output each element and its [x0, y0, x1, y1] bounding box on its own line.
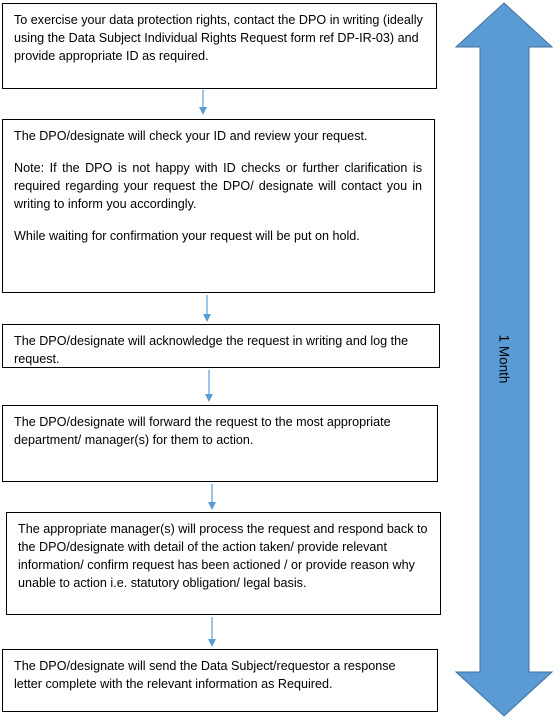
connector-arrow-3 [203, 369, 215, 403]
step-2-note: Note: If the DPO is not happy with ID checks or further clarification is required regarding your request the DPO/ designate will contact you in writing to inform you accordingly. [14, 161, 422, 211]
timeline-label: 1 Month [496, 334, 512, 384]
step-1-text: To exercise your data protection rights, contact the DPO in writing (ideally using the Data Subject Individual Rights Request form ref DP-IR-03) and provide appropriate ID as required. [14, 13, 423, 63]
connector-arrow-1 [197, 89, 209, 116]
step-2-hold-text: While waiting for confirmation your request will be put on hold. [14, 229, 360, 243]
connector-arrow-5 [206, 616, 218, 648]
step-box-2 [2, 119, 435, 293]
step-6-text: The DPO/designate will send the Data Subject/requestor a response letter complete with the relevant information as Required. [14, 659, 396, 691]
step-box-3 [2, 324, 440, 368]
connector-arrow-2 [201, 294, 213, 323]
step-box-5 [6, 512, 441, 615]
step-4-text: The DPO/designate will forward the request to the most appropriate department/ manager(s) for them to action. [14, 415, 391, 447]
step-box-4 [2, 405, 438, 482]
step-box-1 [2, 3, 437, 89]
step-3-text: The DPO/designate will acknowledge the request in writing and log the request. [14, 334, 409, 366]
step-box-6 [2, 649, 438, 712]
step-5-text: The appropriate manager(s) will process the request and respond back to the DPO/designate with detail of the action taken/ provide relevant information/ confirm request has been actioned / or provide reason why unable to action i.e. statutory obligation/ legal basis. [18, 522, 428, 590]
step-2-text: The DPO/designate will check your ID and review your request. [14, 129, 368, 143]
connector-arrow-4 [206, 483, 218, 511]
